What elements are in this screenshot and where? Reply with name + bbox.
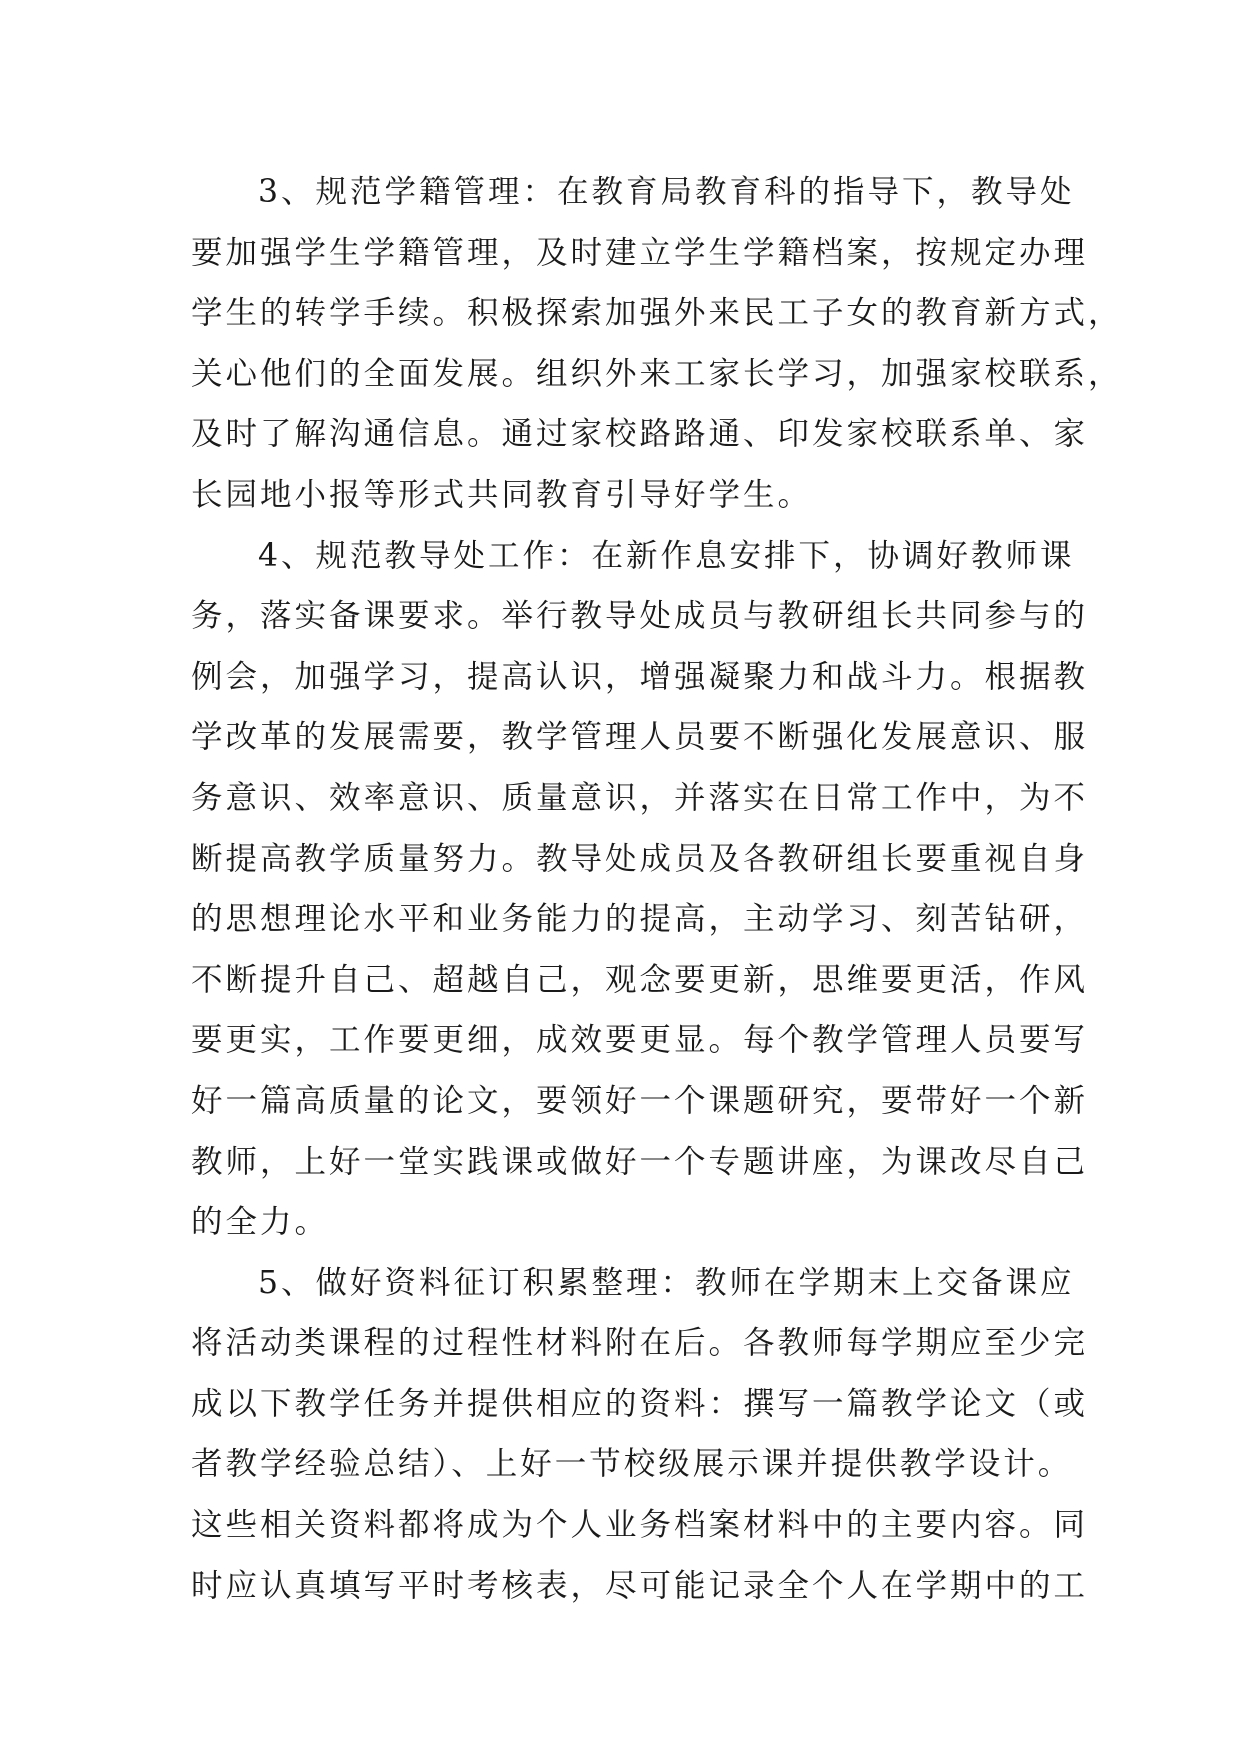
paragraph-line: 成以下教学任务并提供相应的资料：撰写一篇教学论文（或 [191,1385,1089,1422]
paragraph-line: 学生的转学手续。积极探索加强外来民工子女的教育新方式， [191,295,1123,332]
paragraph-line: 学改革的发展需要，教学管理人员要不断强化发展意识、服 [191,719,1089,756]
paragraph-line: 及时了解沟通信息。通过家校路路通、印发家校联系单、家 [191,416,1089,453]
paragraph-line: 例会，加强学习，提高认识，增强凝聚力和战斗力。根据教 [191,658,1089,695]
paragraph-line: 3、规范学籍管理：在教育局教育科的指导下，教导处 [258,174,1075,210]
paragraph-line: 务意识、效率意识、质量意识，并落实在日常工作中，为不 [191,779,1089,816]
paragraph-materials [191,1253,1089,1617]
paragraph-line: 时应认真填写平时考核表，尽可能记录全个人在学期中的工 [191,1567,1089,1604]
paragraph-line: 长园地小报等形式共同教育引导好学生。 [191,476,813,513]
paragraph-line: 的思想理论水平和业务能力的提高，主动学习、刻苦钻研， [191,901,1089,938]
paragraph-line: 要加强学生学籍管理，及时建立学生学籍档案，按规定办理 [191,234,1089,271]
paragraph-line: 4、规范教导处工作：在新作息安排下，协调好教师课 [258,537,1075,574]
paragraph-line: 断提高教学质量努力。教导处成员及各教研组长要重视自身 [191,840,1089,877]
paragraph-line: 这些相关资料都将成为个人业务档案材料中的主要内容。同 [191,1507,1089,1544]
paragraph-line: 好一篇高质量的论文，要领好一个课题研究，要带好一个新 [191,1082,1089,1119]
paragraph-line: 关心他们的全面发展。组织外来工家长学习，加强家校联系， [191,355,1123,392]
paragraph-line: 务，落实备课要求。举行教导处成员与教研组长共同参与的 [191,598,1089,635]
paragraph-line: 5、做好资料征订积累整理：教师在学期末上交备课应 [258,1264,1075,1301]
paragraph-line: 不断提升自己、超越自己，观念要更新，思维要更活，作风 [191,961,1089,998]
paragraph-line: 教师，上好一堂实践课或做好一个专题讲座，为课改尽自己 [191,1143,1089,1180]
document-body [191,162,1123,1616]
paragraph-line: 将活动类课程的过程性材料附在后。各教师每学期应至少完 [191,1325,1089,1362]
paragraph-student-records [191,162,1123,526]
paragraph-line: 要更实，工作要更细，成效要更显。每个教学管理人员要写 [191,1022,1089,1059]
paragraph-line: 的全力。 [191,1204,330,1241]
paragraph-line: 者教学经验总结）、上好一节校级展示课并提供教学设计。 [191,1446,1073,1483]
paragraph-teaching-office [191,526,1089,1253]
